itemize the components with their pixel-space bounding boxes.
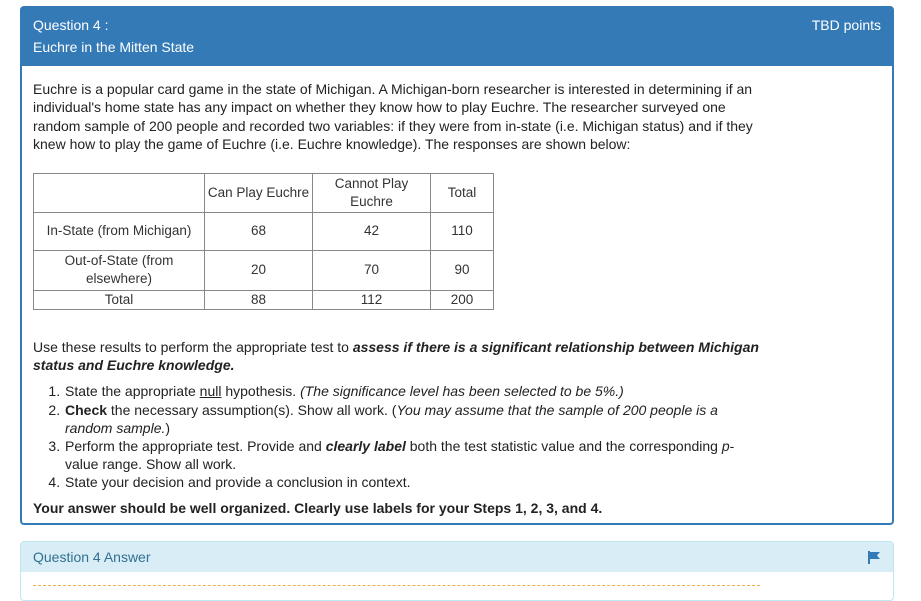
- table-header-cell: Can Play Euchre: [205, 173, 313, 212]
- table-cell: 20: [205, 250, 313, 290]
- table-cell: 70: [313, 250, 431, 290]
- step-text: both the test statistic value and the corresponding: [405, 438, 722, 455]
- table-row: [34, 212, 494, 250]
- table-header-row: [34, 173, 494, 212]
- list-item: [64, 401, 764, 437]
- table-cell: 112: [313, 290, 431, 309]
- question-body: [22, 66, 892, 516]
- table-header-cell: Total: [431, 173, 494, 212]
- answer-header: [21, 542, 893, 572]
- table-cell: 200: [431, 290, 494, 309]
- table-row: [34, 290, 494, 309]
- table-cell: 88: [205, 290, 313, 309]
- list-item: [64, 382, 764, 400]
- final-note: Your answer should be well organized. Clearly use labels for your Steps 1, 2, 3, and 4.: [33, 499, 603, 516]
- table-row: [34, 250, 494, 290]
- list-item: [64, 437, 764, 473]
- step-italic: p: [721, 438, 730, 455]
- answer-panel: [20, 541, 894, 601]
- steps-list: [64, 382, 764, 491]
- task-prefix: Use these results to perform the appropriate test to: [33, 338, 353, 355]
- task-statement: [33, 338, 773, 375]
- question-number: Question 4 :: [33, 17, 109, 33]
- step-bold: Check: [65, 401, 108, 418]
- table-cell: 42: [313, 212, 431, 250]
- step-text: -value range. Show all work.: [65, 438, 735, 473]
- list-item: [64, 473, 764, 491]
- step-text: State your decision and provide a conclusion in context.: [65, 474, 411, 491]
- contingency-table: [33, 173, 494, 310]
- answer-input-area[interactable]: [33, 585, 760, 595]
- table-cell: 68: [205, 212, 313, 250]
- step-italic: You may assume that the sample of 200 people is a random sample.: [65, 401, 718, 436]
- question-header: [22, 8, 892, 66]
- step-text: ): [165, 419, 171, 436]
- question-points: TBD points: [811, 17, 881, 33]
- question-panel: [20, 6, 894, 525]
- answer-title: Question 4 Answer: [33, 549, 151, 565]
- table-row-label: In-State (from Michigan): [34, 212, 205, 250]
- question-title: Euchre in the Mitten State: [33, 39, 195, 55]
- step-text: State the appropriate: [65, 383, 200, 400]
- table-row-label: Out-of-State (from elsewhere): [34, 250, 205, 290]
- step-text: hypothesis.: [221, 383, 301, 400]
- step-bold-italic: clearly label: [325, 438, 406, 455]
- table-header-cell: Cannot Play Euchre: [313, 173, 431, 212]
- step-text: the necessary assumption(s). Show all work. (: [107, 401, 397, 418]
- task-emphasis: assess if there is a significant relationship between Michigan status and Euchre knowledge.: [33, 338, 759, 374]
- table-cell: 110: [431, 212, 494, 250]
- table-cell: 90: [431, 250, 494, 290]
- question-intro: Euchre is a popular card game in the state of Michigan. A Michigan-born researcher is interested in determining if an individual's home state has any impact on whether they know how to play Euchre. The researcher surveyed one random sample of 200 people and recorded two variables: if they were from in-state (i.e. Michigan status) and if they knew how to play the game of Euchre (i.e. Euchre knowledge). The responses are shown below:: [33, 81, 753, 153]
- table-header-cell: [34, 173, 205, 212]
- step-underlined: null: [199, 383, 222, 400]
- step-italic: (The significance level has been selected to be 5%.): [300, 383, 624, 400]
- flag-icon[interactable]: [868, 551, 881, 564]
- table-row-label: Total: [34, 290, 205, 309]
- step-text: Perform the appropriate test. Provide and: [65, 438, 326, 455]
